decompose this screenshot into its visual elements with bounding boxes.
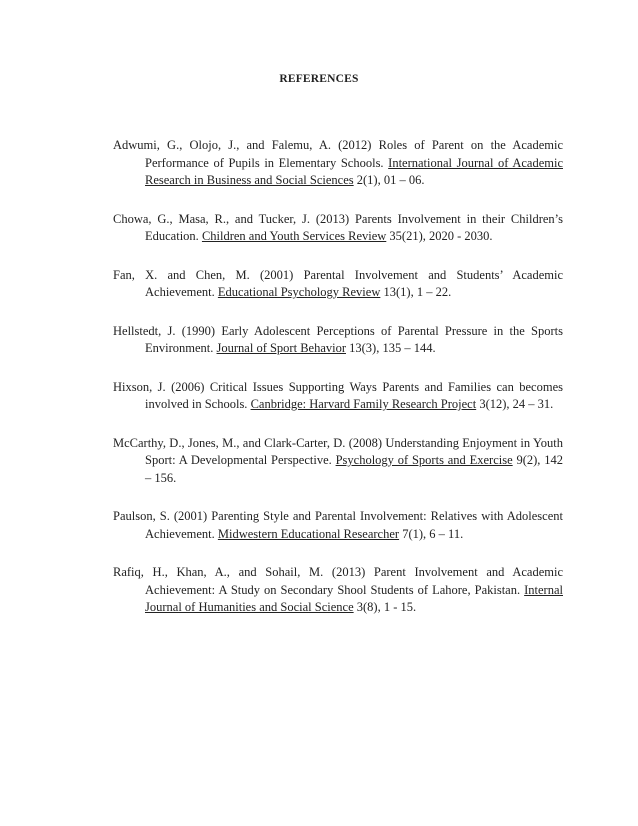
reference-source: Canbridge: Harvard Family Research Project xyxy=(250,397,477,411)
reference-entry xyxy=(113,137,563,190)
reference-list xyxy=(113,137,563,617)
reference-volume: 13(3), 135 – 144. xyxy=(346,341,436,355)
reference-entry xyxy=(113,323,563,358)
reference-entry xyxy=(113,211,563,246)
page-title: REFERENCES xyxy=(279,73,359,85)
reference-entry xyxy=(113,435,563,488)
reference-citation: Hellstedt, J. (1990) Early Adolescent Perceptions of Parental Pressure in the Sports Environment. xyxy=(113,323,563,355)
reference-entry xyxy=(113,379,563,414)
reference-volume: 9(2), 142 – 156. xyxy=(145,453,563,485)
reference-source: Midwestern Educational Researcher xyxy=(217,526,400,541)
reference-source: Journal of Sport Behavior xyxy=(216,341,347,355)
reference-citation: Paulson, S. (2001) Parenting Style and Parental Involvement: Relatives with Adolescent Achievement. xyxy=(113,509,563,541)
reference-entry xyxy=(113,267,563,302)
reference-volume: 7(1), 6 – 11. xyxy=(399,526,464,541)
reference-citation: McCarthy, D., Jones, M., and Clark-Carter, D. (2008) Understanding Enjoyment in Youth Sport: A Developmental Perspective. xyxy=(113,435,563,467)
reference-entry xyxy=(113,564,563,617)
reference-citation: Rafiq, H., Khan, A., and Sohail, M. (2013) Parent Involvement and Academic Achievement: A Study on Secondary Shool Students of Lahore, Pakistan. xyxy=(113,565,563,597)
reference-source: Educational Psychology Review xyxy=(217,285,381,299)
reference-volume: 3(12), 24 – 31. xyxy=(476,397,554,411)
reference-volume: 13(1), 1 – 22. xyxy=(380,285,452,299)
reference-citation: Hixson, J. (2006) Critical Issues Supporting Ways Parents and Families can becomes involved in Schools. xyxy=(113,379,563,411)
reference-source: Psychology of Sports and Exercise xyxy=(335,453,513,467)
reference-entry xyxy=(113,508,563,543)
reference-source: Children and Youth Services Review xyxy=(201,229,387,243)
reference-source: Internal Journal of Humanities and Social Science xyxy=(145,582,563,614)
reference-source: International Journal of Academic Research in Business and Social Sciences xyxy=(145,155,563,187)
reference-volume: 35(21), 2020 - 2030. xyxy=(386,229,493,243)
reference-citation: Adwumi, G., Olojo, J., and Falemu, A. (2012) Roles of Parent on the Academic Performance of Pupils in Elementary Schools. xyxy=(113,138,563,170)
reference-citation: Fan, X. and Chen, M. (2001) Parental Involvement and Students’ Academic Achievement. xyxy=(113,267,563,299)
reference-volume: 2(1), 01 – 06. xyxy=(353,173,425,187)
reference-citation: Chowa, G., Masa, R., and Tucker, J. (2013) Parents Involvement in their Children’s Education. xyxy=(113,211,563,243)
reference-volume: 3(8), 1 - 15. xyxy=(353,600,417,614)
